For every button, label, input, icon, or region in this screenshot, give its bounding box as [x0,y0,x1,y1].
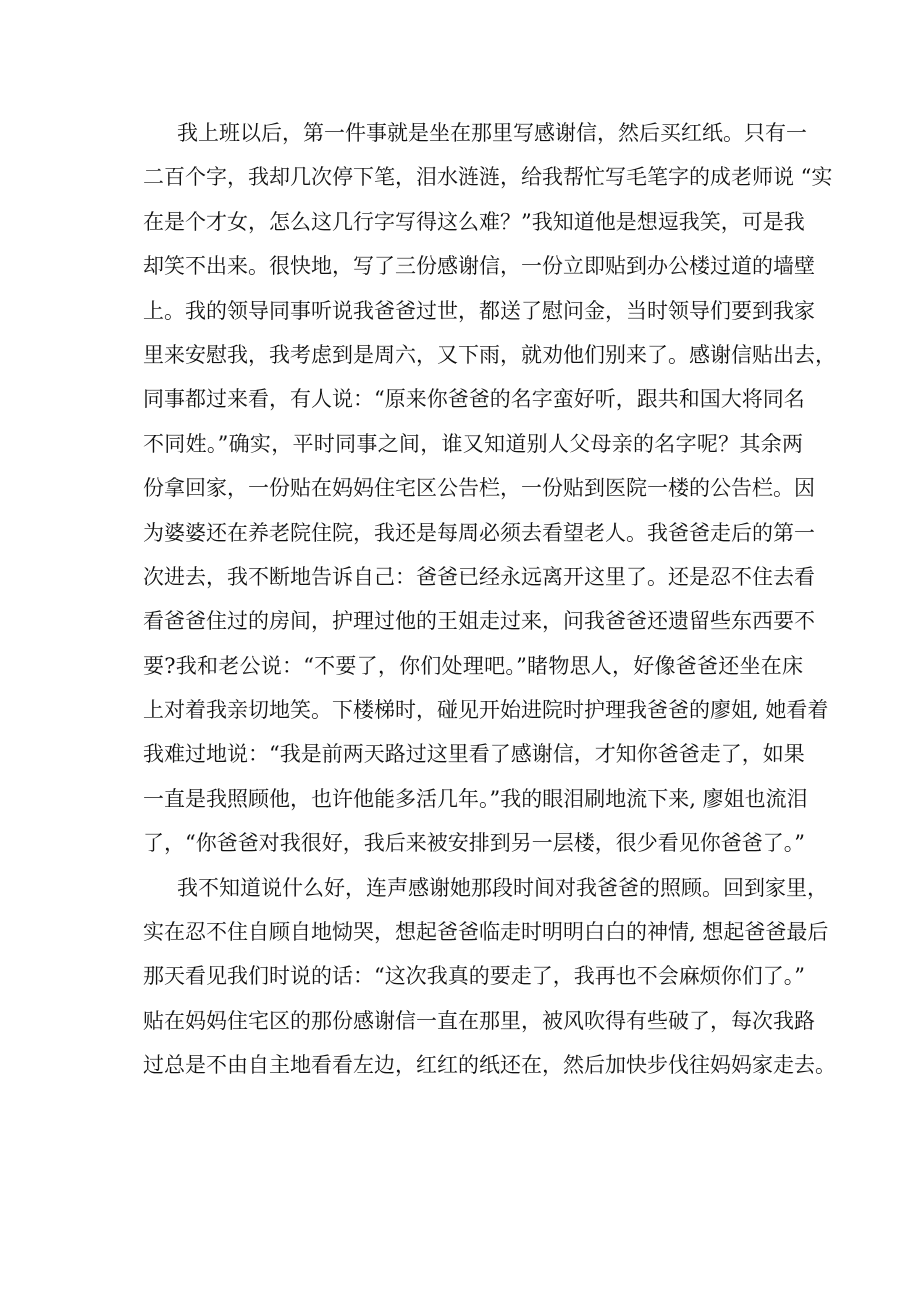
text-line: 我难过地说：“我是前两天路过这里看了感谢信，才知你爸爸走了，如果 [143,742,805,767]
text-line: 同事都过来看，有人说：“原来你爸爸的名字蛮好听，跟共和国大将同名 [143,387,805,412]
text-line: 我上班以后，第一件事就是坐在那里写感谢信，然后买红纸。只有一 [177,121,807,145]
text-line: 要?我和老公说：“不要了，你们处理吧。”睹物思人，好像爸爸还坐在床 [143,653,803,678]
text-line: 过总是不由自主地看看左边，红红的纸还在，然后加快步伐往妈妈家走去。 [143,1053,836,1078]
text-line: 看爸爸住过的房间，护理过他的王姐走过来，问我爸爸还遗留些东西要不 [143,609,815,634]
text-line: 那天看见我们时说的话：“这次我真的要走了，我再也不会麻烦你们了。” [143,964,805,989]
text-line: 一直是我照顾他，也许他能多活几年。”我的眼泪刷地流下来, 廖姐也流泪 [143,786,808,811]
text-line: 了，“你爸爸对我很好，我后来被安排到另一层楼，很少看见你爸爸了。” [143,831,805,856]
text-line: 我不知道说什么好，连声感谢她那段时间对我爸爸的照顾。回到家里， [177,875,828,900]
text-line: 却笑不出来。很快地，写了三份感谢信，一份立即贴到办公楼过道的墙壁 [143,254,815,279]
paragraph-2 [143,866,836,1088]
text-line: 上对着我亲切地笑。下楼梯时，碰见开始进院时护理我爸爸的廖姐, 她看着 [143,698,829,723]
body-text [143,111,836,1088]
text-line: 不同姓。”确实，平时同事之间，谁又知道别人父母亲的名字呢？其余两 [143,431,803,456]
text-line: 份拿回家，一份贴在妈妈住宅区公告栏，一份贴到医院一楼的公告栏。因 [143,476,815,501]
text-line: 贴在妈妈住宅区的那份感谢信一直在那里，被风吹得有些破了，每次我路 [143,1008,815,1033]
text-line: 里来安慰我，我考虑到是周六，又下雨，就劝他们别来了。感谢信贴出去， [143,342,836,367]
text-line: 次进去，我不断地告诉自己：爸爸已经永远离开这里了。还是忍不住去看 [143,564,815,589]
text-line: 上。我的领导同事听说我爸爸过世，都送了慰问金，当时领导们要到我家 [143,298,815,323]
text-line: 实在忍不住自顾自地恸哭，想起爸爸临走时明明白白的神情, 想起爸爸最后 [143,920,829,945]
text-line: 二百个字，我却几次停下笔，泪水涟涟，给我帮忙写毛笔字的成老师说 “实 [143,165,833,190]
paragraph-1 [143,111,836,866]
text-line: 为婆婆还在养老院住院，我还是每周必须去看望老人。我爸爸走后的第一 [143,520,815,545]
text-line: 在是个才女，怎么这几行字写得这么难？”我知道他是想逗我笑，可是我 [143,209,805,234]
